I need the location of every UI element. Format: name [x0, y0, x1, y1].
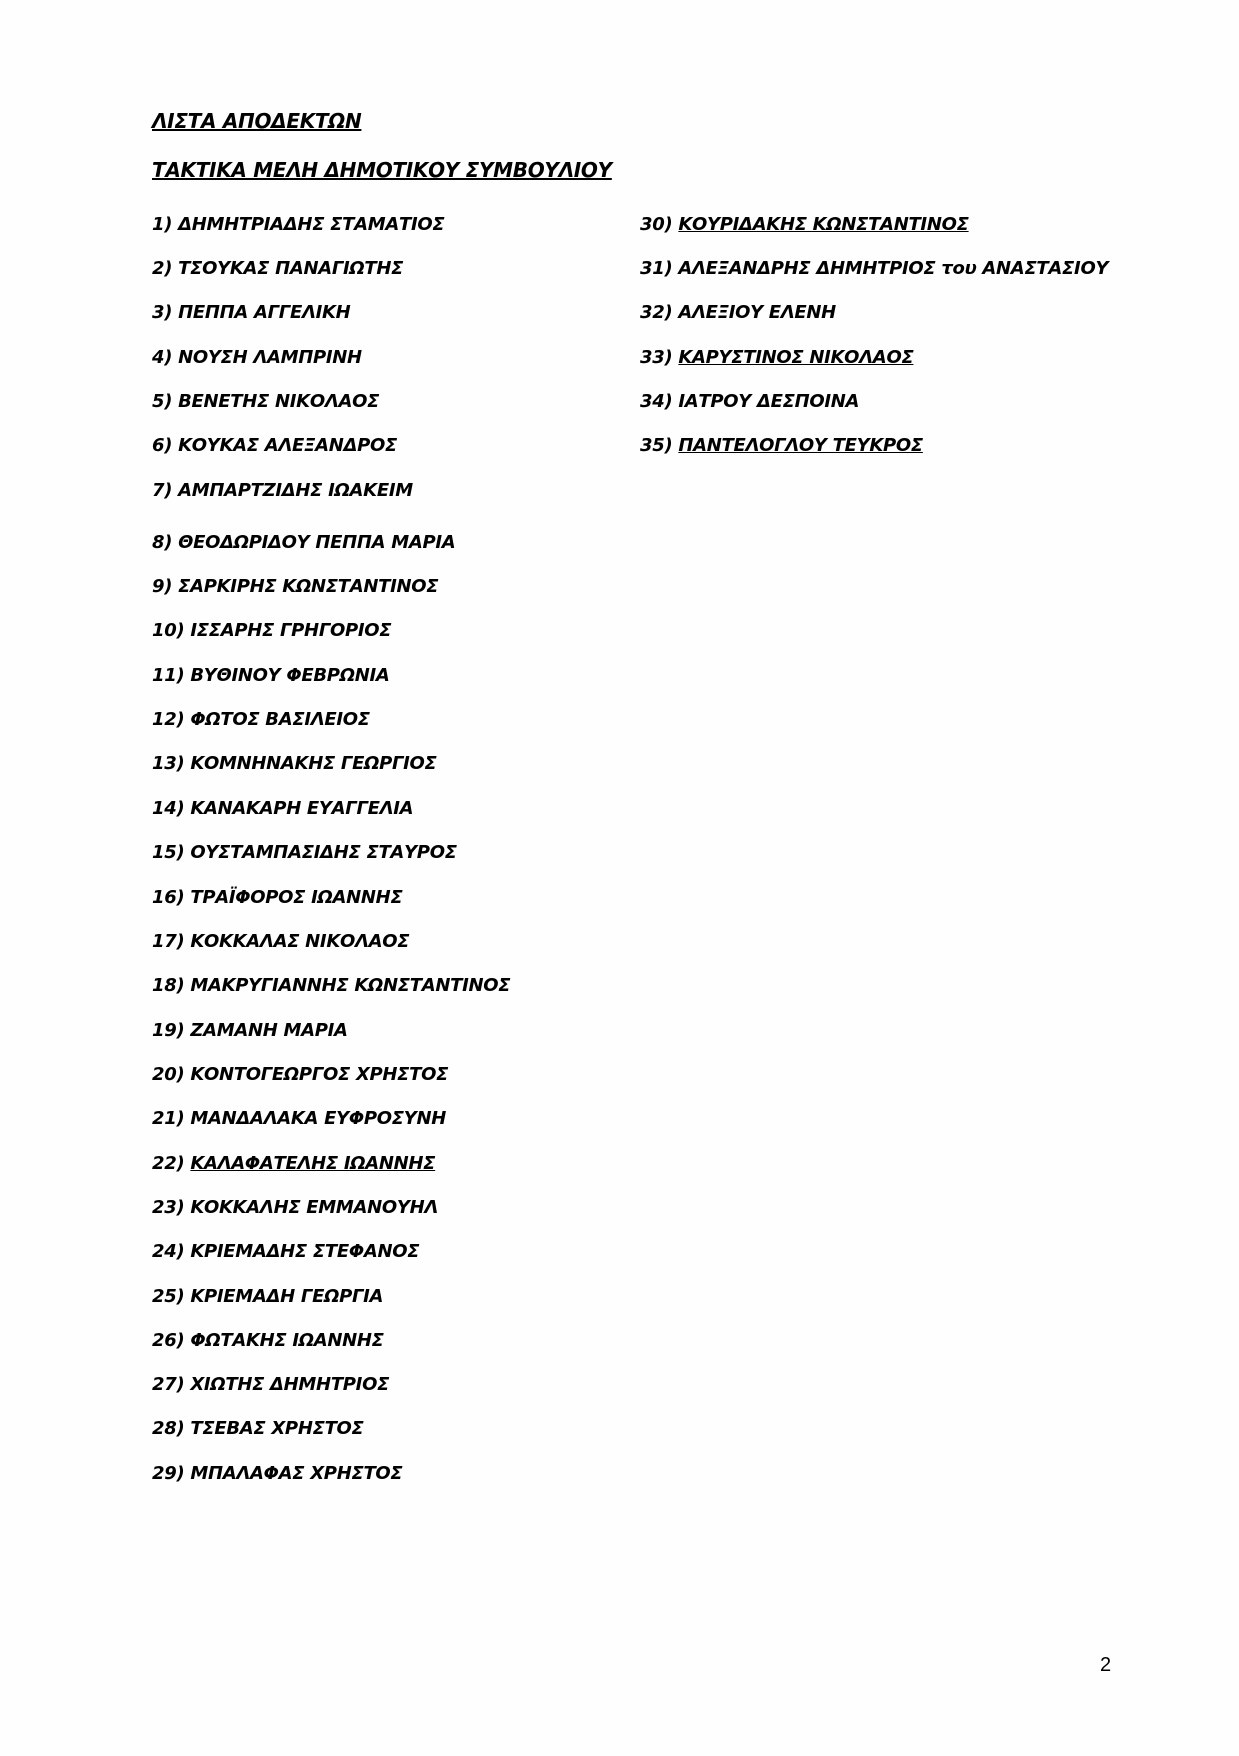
recipient-list-item: [152, 1064, 448, 1085]
recipient-list-item: [152, 347, 362, 368]
recipient-number: 10): [152, 620, 185, 641]
list-title: ΛΙΣΤΑ ΑΠΟΔΕΚΤΩΝ: [152, 109, 362, 133]
recipient-name: ΜΠΑΛΑΦΑΣ ΧΡΗΣΤΟΣ: [190, 1463, 403, 1484]
recipient-number: 33): [640, 347, 673, 368]
recipient-name: ΜΑΝΔΑΛΑΚΑ ΕΥΦΡΟΣΥΝΗ: [190, 1108, 447, 1129]
recipient-number: 15): [152, 842, 185, 863]
recipient-list-item: [152, 665, 389, 686]
recipient-number: 8): [152, 532, 173, 553]
recipient-list-item: [152, 480, 413, 501]
recipient-name: ΤΣΕΒΑΣ ΧΡΗΣΤΟΣ: [190, 1418, 364, 1439]
recipient-name: ΚΑΛΑΦΑΤΕΛΗΣ ΙΩΑΝΝΗΣ: [190, 1153, 436, 1174]
recipient-number: 3): [152, 302, 173, 323]
recipient-number: 34): [640, 391, 673, 412]
recipient-name: ΙΑΤΡΟΥ ΔΕΣΠΟΙΝΑ: [678, 391, 860, 412]
recipient-list-item: [152, 532, 455, 553]
recipient-name: ΚΟΚΚΑΛΑΣ ΝΙΚΟΛΑΟΣ: [190, 931, 410, 952]
recipient-name: ΚΡΙΕΜΑΔΗ ΓΕΩΡΓΙΑ: [190, 1286, 384, 1307]
recipient-number: 23): [152, 1197, 185, 1218]
recipient-number: 29): [152, 1463, 185, 1484]
recipient-name: ΠΕΠΠΑ ΑΓΓΕΛΙΚΗ: [178, 302, 351, 323]
recipient-name: ΤΣΟΥΚΑΣ ΠΑΝΑΓΙΩΤΗΣ: [178, 258, 404, 279]
recipient-number: 11): [152, 665, 185, 686]
recipient-list-item: [152, 391, 379, 412]
recipient-list-item: [152, 1418, 364, 1439]
recipient-list-item: [152, 1020, 348, 1041]
recipient-number: 30): [640, 214, 673, 235]
recipient-name: ΚΟΝΤΟΓΕΩΡΓΟΣ ΧΡΗΣΤΟΣ: [190, 1064, 449, 1085]
recipient-number: 27): [152, 1374, 185, 1395]
recipient-list-item: [152, 1374, 389, 1395]
recipient-list-item: [640, 391, 859, 412]
recipient-name: ΚΟΚΚΑΛΗΣ ΕΜΜΑΝΟΥΗΛ: [190, 1197, 439, 1218]
recipient-number: 2): [152, 258, 173, 279]
recipient-number: 22): [152, 1153, 185, 1174]
recipient-name: ΑΛΕΞΑΝΔΡΗΣ ΔΗΜΗΤΡΙΟΣ του ΑΝΑΣΤΑΣΙΟΥ: [678, 258, 1109, 279]
recipient-list-item: [152, 1108, 446, 1129]
recipient-list-item: [640, 435, 923, 456]
recipient-list-item: [152, 709, 370, 730]
list-subtitle: ΤΑΚΤΙΚΑ ΜΕΛΗ ΔΗΜΟΤΙΚΟΥ ΣΥΜΒΟΥΛΙΟΥ: [152, 158, 612, 182]
recipient-number: 9): [152, 576, 173, 597]
recipient-name: ΖΑΜΑΝΗ ΜΑΡΙΑ: [190, 1020, 348, 1041]
recipient-name: ΚΟΥΡΙΔΑΚΗΣ ΚΩΝΣΤΑΝΤΙΝΟΣ: [678, 214, 969, 235]
recipient-list-item: [152, 1153, 435, 1174]
recipient-name: ΚΑΝΑΚΑΡΗ ΕΥΑΓΓΕΛΙΑ: [190, 798, 414, 819]
recipient-list-item: [152, 576, 438, 597]
recipient-number: 4): [152, 347, 173, 368]
recipient-number: 16): [152, 887, 185, 908]
recipient-name: ΠΑΝΤΕΛΟΓΛΟΥ ΤΕΥΚΡΟΣ: [678, 435, 923, 456]
recipient-name: ΜΑΚΡΥΓΙΑΝΝΗΣ ΚΩΝΣΤΑΝΤΙΝΟΣ: [190, 975, 511, 996]
recipient-list-item: [152, 214, 444, 235]
recipient-list-item: [152, 302, 350, 323]
recipient-list-item: [152, 1286, 383, 1307]
recipient-list-item: [152, 798, 413, 819]
recipient-number: 7): [152, 480, 173, 501]
recipient-name: ΣΑΡΚΙΡΗΣ ΚΩΝΣΤΑΝΤΙΝΟΣ: [178, 576, 439, 597]
recipient-name: ΚΟΜΝΗΝΑΚΗΣ ΓΕΩΡΓΙΟΣ: [190, 753, 437, 774]
recipient-name: ΚΑΡΥΣΤΙΝΟΣ ΝΙΚΟΛΑΟΣ: [678, 347, 914, 368]
recipient-number: 19): [152, 1020, 185, 1041]
recipient-list-item: [152, 975, 510, 996]
recipient-number: 1): [152, 214, 173, 235]
recipient-name: ΧΙΩΤΗΣ ΔΗΜΗΤΡΙΟΣ: [190, 1374, 390, 1395]
recipient-name: ΔΗΜΗΤΡΙΑΔΗΣ ΣΤΑΜΑΤΙΟΣ: [178, 214, 445, 235]
recipient-name: ΟΥΣΤΑΜΠΑΣΙΔΗΣ ΣΤΑΥΡΟΣ: [190, 842, 457, 863]
recipient-name: ΦΩΤΑΚΗΣ ΙΩΑΝΝΗΣ: [190, 1330, 384, 1351]
recipient-list-item: [152, 620, 391, 641]
recipient-number: 24): [152, 1241, 185, 1262]
recipient-number: 5): [152, 391, 173, 412]
recipient-number: 21): [152, 1108, 185, 1129]
recipient-list-item: [152, 1241, 419, 1262]
recipient-name: ΙΣΣΑΡΗΣ ΓΡΗΓΟΡΙΟΣ: [190, 620, 392, 641]
recipient-number: 17): [152, 931, 185, 952]
recipient-number: 32): [640, 302, 673, 323]
recipient-name: ΑΛΕΞΙΟΥ ΕΛΕΝΗ: [678, 302, 836, 323]
recipient-number: 18): [152, 975, 185, 996]
recipient-list-item: [152, 1330, 384, 1351]
recipient-list-item: [640, 214, 969, 235]
recipient-name: ΤΡΑΪΦΟΡΟΣ ΙΩΑΝΝΗΣ: [190, 887, 403, 908]
recipient-number: 31): [640, 258, 673, 279]
recipient-name: ΝΟΥΣΗ ΛΑΜΠΡΙΝΗ: [178, 347, 362, 368]
recipient-number: 25): [152, 1286, 185, 1307]
recipient-list-item: [152, 1463, 402, 1484]
recipient-list-item: [640, 347, 913, 368]
recipient-list-item: [152, 887, 402, 908]
recipient-number: 12): [152, 709, 185, 730]
recipient-list-item: [640, 302, 836, 323]
recipient-list-item: [152, 258, 403, 279]
page-number: 2: [1100, 1654, 1112, 1676]
recipient-name: ΚΟΥΚΑΣ ΑΛΕΞΑΝΔΡΟΣ: [178, 435, 397, 456]
recipient-name: ΒΕΝΕΤΗΣ ΝΙΚΟΛΑΟΣ: [178, 391, 380, 412]
recipient-list-item: [152, 435, 397, 456]
recipient-number: 28): [152, 1418, 185, 1439]
recipient-list-item: [152, 931, 409, 952]
recipient-number: 6): [152, 435, 173, 456]
recipient-name: ΦΩΤΟΣ ΒΑΣΙΛΕΙΟΣ: [190, 709, 370, 730]
recipient-number: 35): [640, 435, 673, 456]
recipient-list-item: [152, 842, 457, 863]
recipient-number: 14): [152, 798, 185, 819]
recipient-name: ΑΜΠΑΡΤΖΙΔΗΣ ΙΩΑΚΕΙΜ: [178, 480, 413, 501]
recipient-number: 20): [152, 1064, 185, 1085]
recipient-name: ΚΡΙΕΜΑΔΗΣ ΣΤΕΦΑΝΟΣ: [190, 1241, 420, 1262]
recipient-name: ΒΥΘΙΝΟΥ ΦΕΒΡΩΝΙΑ: [190, 665, 390, 686]
recipient-list-item: [152, 1197, 438, 1218]
recipient-list-item: [640, 258, 1108, 279]
recipient-number: 13): [152, 753, 185, 774]
recipient-name: ΘΕΟΔΩΡΙΔΟΥ ΠΕΠΠΑ ΜΑΡΙΑ: [178, 532, 456, 553]
recipient-list-item: [152, 753, 437, 774]
recipient-number: 26): [152, 1330, 185, 1351]
